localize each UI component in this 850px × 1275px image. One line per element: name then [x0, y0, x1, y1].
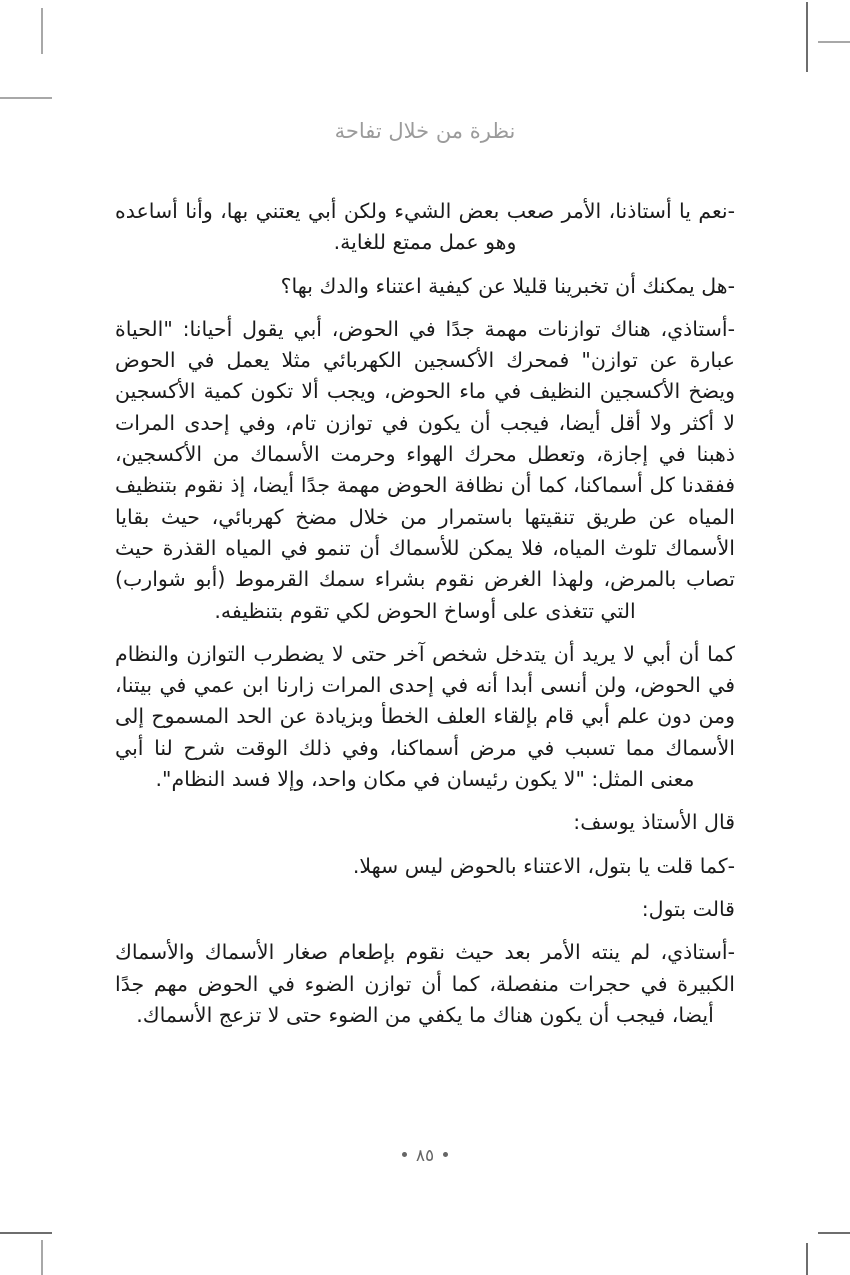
- paragraph-said-batoul: قالت بتول:: [641, 896, 735, 921]
- crop-mark-bottom-left-vertical: [41, 1240, 43, 1275]
- crop-mark-top-right-vertical: [806, 2, 808, 72]
- crop-mark-bottom-right-horizontal: [818, 1232, 850, 1234]
- paragraph-dialogue-teacher-remark: -كما قلت يا بتول، الاعتناء بالحوض ليس سهلا.: [352, 853, 735, 878]
- paragraph-said-teacher-yousef: قال الأستاذ يوسف:: [573, 810, 735, 835]
- body-text-column: [115, 196, 735, 1043]
- paragraph-father-order: كما أن أبي لا يريد أن يتدخل شخص آخر حتى لا يضطرب التوازن والنظام في الحوض، ولن أنسى أبدا أنه في إحدى المرات زارنا ابن عمي في بيتنا، ومن دون علم أبي قام بإلقاء العلف الخطأ وبزيادة عن الحد المسموح إلى الأسماك مما تسبب في مرض أسماكنا، وفي ذلك الوقت شرح لنا أبي معنى المثل: "لا يكون رئيسان في مكان واحد، وإلا فسد النظام".: [115, 641, 735, 792]
- paragraph-feeding-and-light: -أستاذي، لم ينته الأمر بعد حيث نقوم بإطعام صغار الأسماك والأسماك الكبيرة في حجرات منفصلة، كما أن توازن الضوء في الحوض مهم جدًا أيضا، فيجب أن يكون هناك ما يكفي من الضوء حتى لا تزعج الأسماك.: [115, 940, 735, 1027]
- folio-ornament-dot-left: [402, 1152, 407, 1157]
- crop-mark-top-left-vertical: [41, 8, 43, 54]
- paragraph-aquarium-balance: -أستاذي، هناك توازنات مهمة جدًا في الحوض، أبي يقول أحيانا: "الحياة عبارة عن توازن" فمحرك الأكسجين الكهربائي مثلا يعمل في الحوض ويضخ الأكسجين النظيف في ماء الحوض، ويجب ألا تكون كمية الأكسجين لا أكثر ولا أقل أيضا، فيجب أن يكون في توازن تام، وفي إحدى المرات ذهبنا في إجازة، وتعطل محرك الهواء وحرمت الأسماك من الأكسجين، ففقدنا كل أسماكنا، كما أن نظافة الحوض مهمة جدًا أيضا، إذ نقوم بتنظيف المياه عن طريق تنقيتها باستمرار من خلال مضخ كهربائي، حيث بقايا الأسماك تلوث المياه، فلا يمكن للأسماك أن تنمو في المياه القذرة حيث تصاب بالمرض، ولهذا الغرض نقوم بشراء سمك القرموط (أبو شوارب) التي تتغذى على أوساخ الحوض لكي تقوم بتنظيفه.: [115, 316, 735, 623]
- folio-ornament-dot-right: [443, 1152, 448, 1157]
- crop-mark-top-left-horizontal: [0, 97, 52, 99]
- running-head-title: نظرة من خلال تفاحة: [334, 119, 516, 143]
- folio: [0, 1146, 850, 1166]
- paragraph-dialogue-batoul-reply: -نعم يا أستاذنا، الأمر صعب بعض الشيء ولكن أبي يعتني بها، وأنا أساعده وهو عمل ممتع للغاية.: [115, 199, 735, 255]
- crop-mark-bottom-right-vertical: [806, 1243, 808, 1275]
- crop-mark-bottom-left-horizontal: [0, 1232, 52, 1234]
- paragraph-dialogue-teacher-question: -هل يمكنك أن تخبرينا قليلا عن كيفية اعتناء والدك بها؟: [280, 273, 735, 298]
- crop-mark-top-right-horizontal: [818, 41, 850, 43]
- page-number: ٨٥: [415, 1146, 435, 1166]
